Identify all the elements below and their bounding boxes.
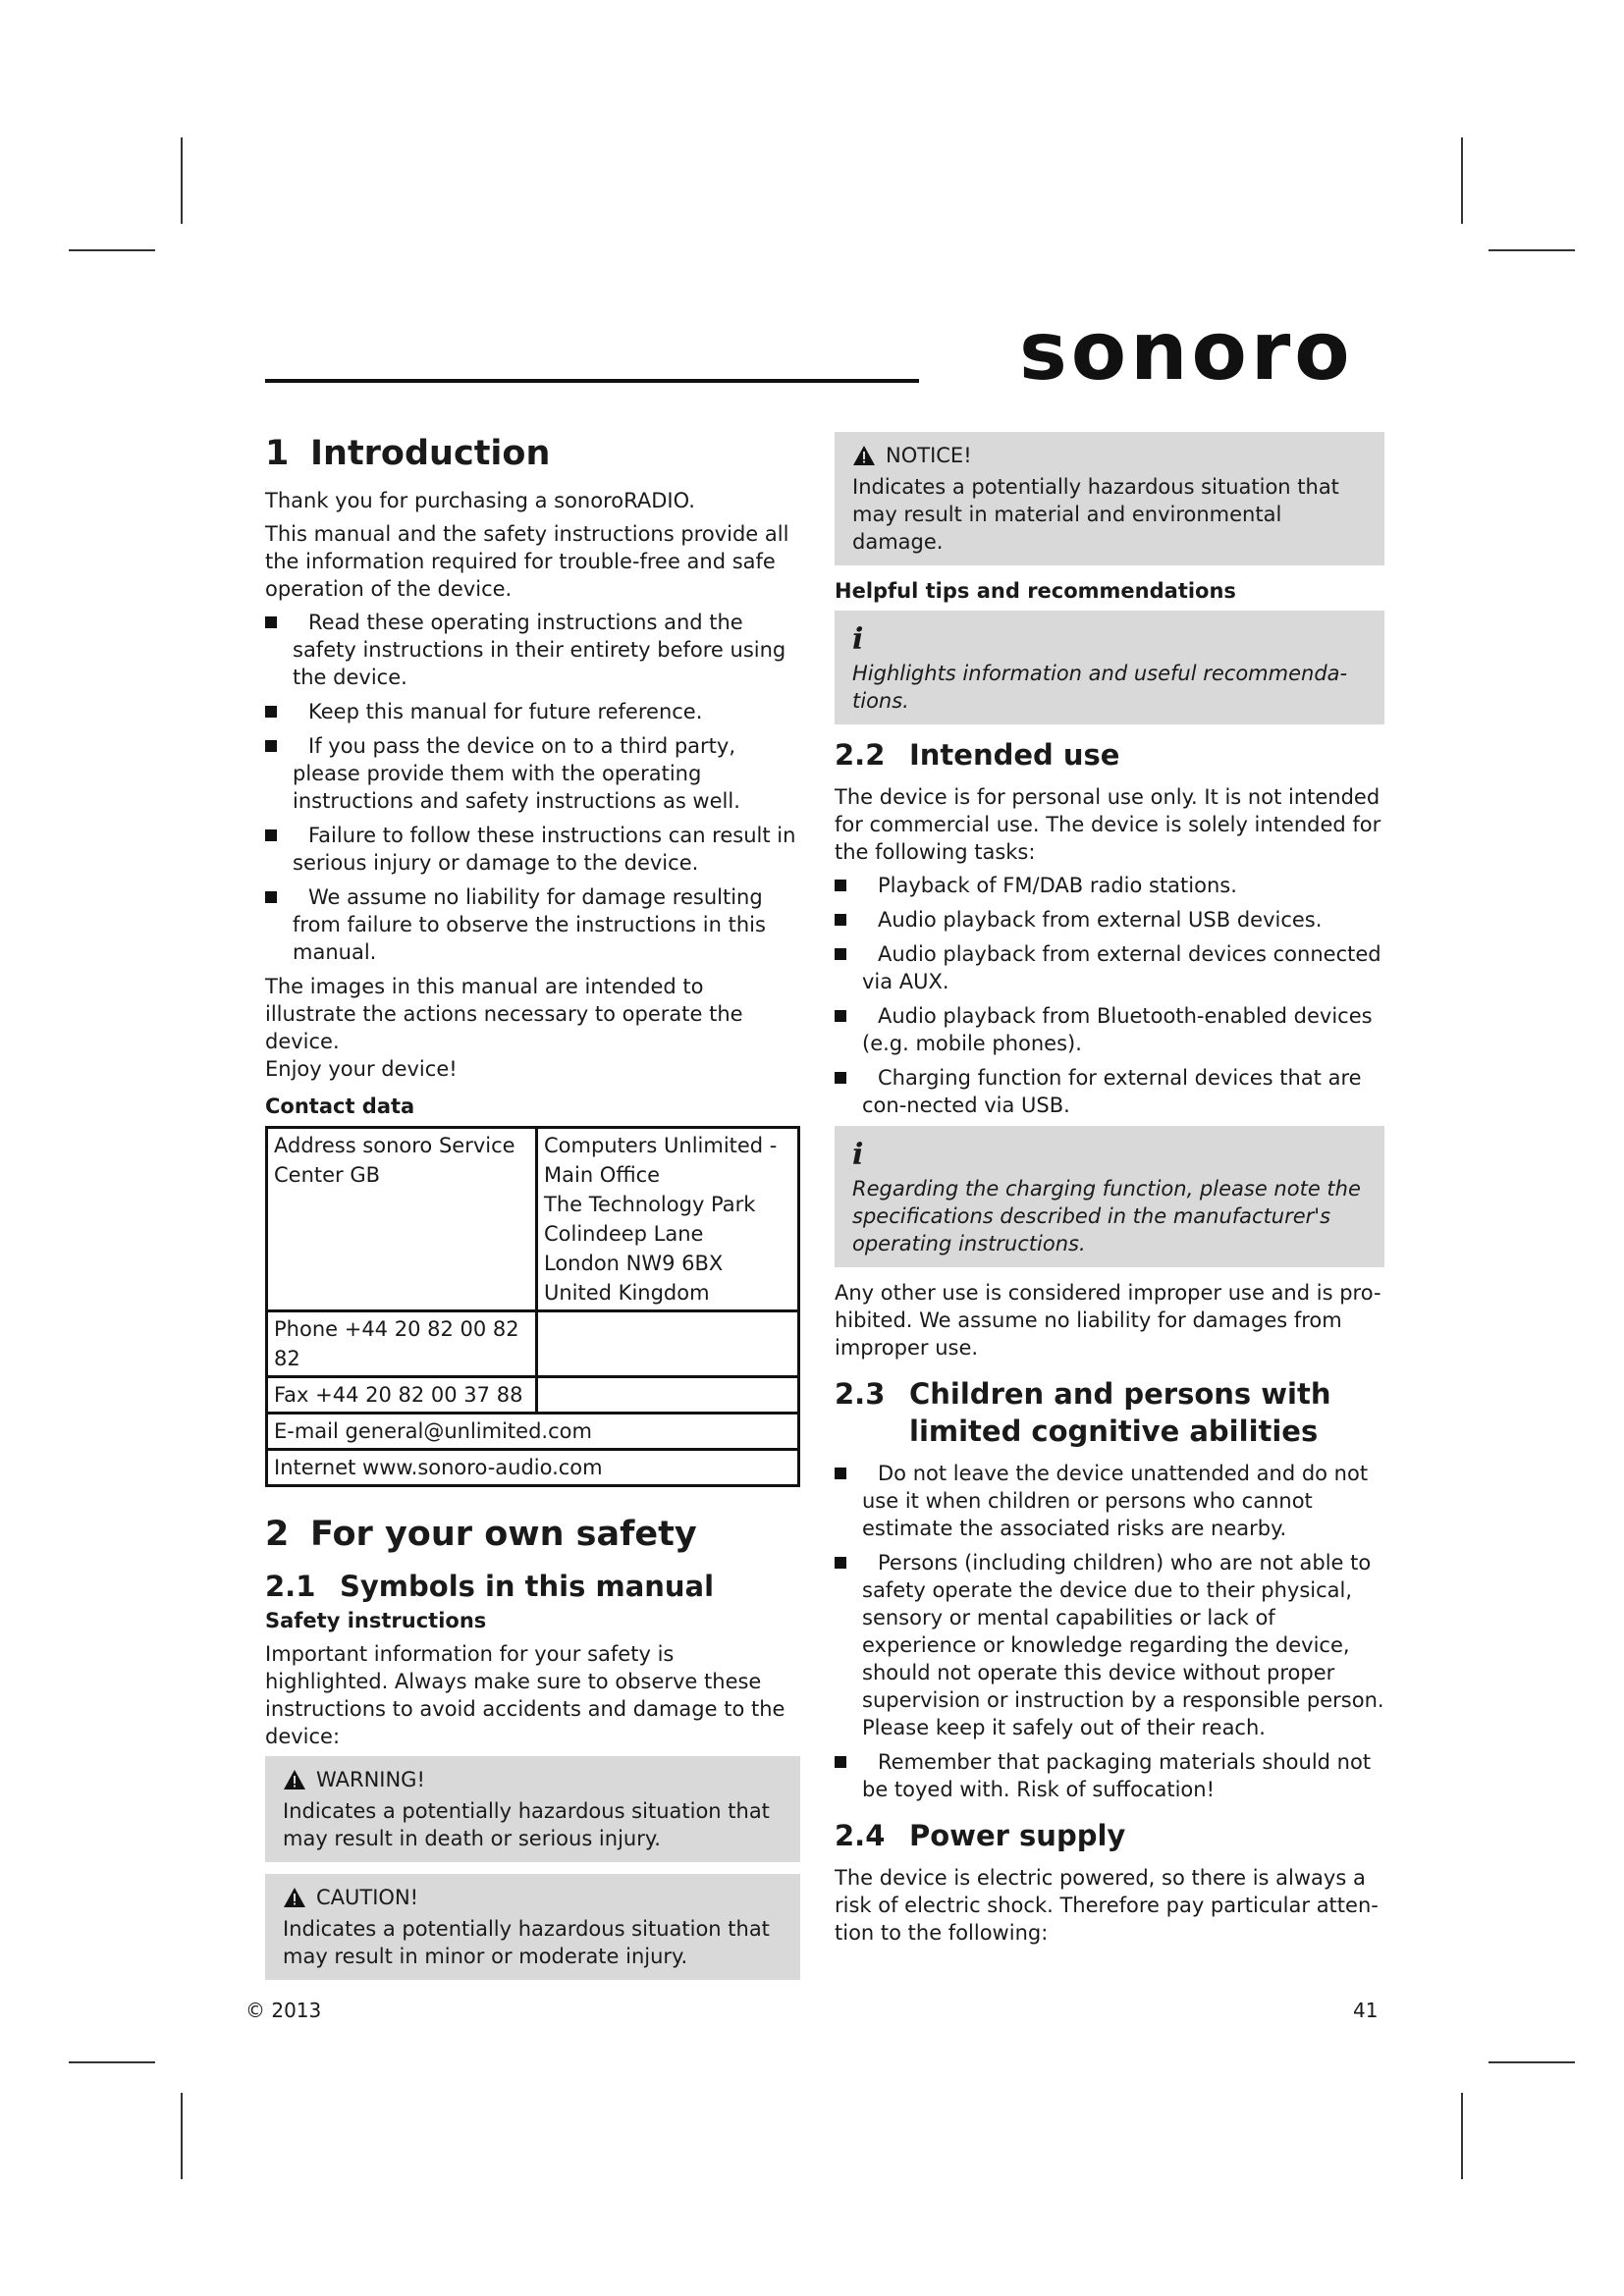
paragraph: The device is electric powered, so there is always a risk of electric shock. Therefore pay particular atten-tion to the following:: [835, 1866, 1379, 1945]
safety-instructions-heading: Safety instructions: [265, 1609, 487, 1632]
section-title: Children and persons with limited cognitive abilities: [909, 1377, 1331, 1448]
list-item-text: If you pass the device on to a third party, please provide them with the operating instructions and safety instructions as well.: [293, 734, 740, 813]
table-row: [267, 1450, 799, 1486]
tips-heading: Helpful tips and recommendations: [835, 579, 1236, 603]
crop-mark: [1489, 249, 1575, 251]
list-item-text: Failure to follow these instructions can result in serious injury or damage to the device.: [293, 824, 796, 875]
list-item-text: Audio playback from external devices connected via AUX.: [862, 942, 1381, 993]
table-row: [267, 1377, 799, 1414]
paragraph: Enjoy your device!: [265, 1057, 458, 1081]
list-item-text: We assume no liability for damage resulting from failure to observe the instructions in this manual.: [293, 885, 766, 964]
tips-box: [835, 611, 1384, 724]
internet-cell: Internet www.sonoro-audio.com: [267, 1450, 799, 1486]
bullet-square-icon: [265, 829, 277, 841]
list-item-text: Read these operating instructions and the safety instructions in their entirety before using the device.: [293, 611, 786, 689]
notice-box: [835, 432, 1384, 565]
header-rule: [265, 379, 919, 383]
list-item-text: Audio playback from external USB devices.: [878, 908, 1323, 932]
list-item: [265, 883, 800, 966]
copyright: © 2013: [245, 1999, 322, 2022]
address-cell: [267, 1128, 537, 1311]
paragraph: The images in this manual are intended to illustrate the actions necessary to operate the device.: [265, 975, 743, 1053]
bullet-square-icon: [835, 914, 846, 926]
address-line: United Kingdom: [544, 1281, 710, 1305]
section-number: 2.3: [835, 1377, 886, 1411]
list-item: [835, 1002, 1384, 1057]
notice-title-text: NOTICE!: [886, 444, 972, 467]
address-line: Colindeep Lane: [544, 1222, 704, 1246]
contact-table: [265, 1126, 800, 1487]
list-item-text: Keep this manual for future reference.: [308, 700, 703, 723]
list-item: [265, 698, 800, 725]
section-title: Intended use: [909, 738, 1120, 772]
notice-title: [852, 442, 1367, 469]
list-item-text: Charging function for external devices that are con-nected via USB.: [862, 1066, 1362, 1117]
tips-text: Highlights information and useful recommenda-tions.: [852, 662, 1348, 713]
section-number: 2: [265, 1515, 290, 1554]
table-row: [267, 1414, 799, 1450]
section-title: For your own safety: [310, 1515, 697, 1554]
crop-mark: [181, 2093, 183, 2179]
notice-text: Indicates a potentially hazardous situation that may result in material and environmental damage.: [852, 475, 1339, 554]
section-title: Introduction: [310, 434, 551, 473]
section-2-2-heading: [835, 736, 1384, 774]
bullet-square-icon: [835, 1557, 846, 1569]
paragraph: The device is for personal use only. It is not intended for commercial use. The device is solely intended for the following tasks:: [835, 785, 1381, 864]
warning-triangle-icon: [283, 1887, 306, 1908]
section-1-heading: [265, 432, 800, 475]
warning-title-text: WARNING!: [316, 1768, 425, 1791]
list-item-text: Audio playback from Bluetooth-enabled devices (e.g. mobile phones).: [862, 1004, 1373, 1055]
section-2-heading: [265, 1513, 800, 1556]
left-column: [265, 432, 800, 1992]
brand-logo: [1019, 305, 1354, 399]
charging-info-box: [835, 1126, 1384, 1267]
bullet-square-icon: [835, 1072, 846, 1084]
list-item: [835, 1460, 1384, 1542]
section-2-1-heading: [265, 1568, 800, 1605]
list-item: [835, 1064, 1384, 1119]
warning-title: [283, 1766, 783, 1793]
list-item-text: Playback of FM/DAB radio stations.: [878, 874, 1237, 897]
list-item-text: Remember that packaging materials should not be toyed with. Risk of suffocation!: [862, 1750, 1372, 1801]
list-item: [835, 906, 1384, 934]
bullet-square-icon: [835, 1468, 846, 1479]
section-number: 1: [265, 434, 290, 473]
children-list: [835, 1460, 1384, 1803]
bullet-square-icon: [835, 880, 846, 891]
paragraph: Thank you for purchasing a sonoroRADIO.: [265, 489, 695, 512]
crop-mark: [181, 137, 183, 224]
address-line: London NW9 6BX: [544, 1252, 724, 1275]
list-item: [265, 822, 800, 877]
paragraph: This manual and the safety instructions provide all the information required for trouble-free and safe operation of the device.: [265, 522, 789, 601]
section-2-4-heading: [835, 1817, 1384, 1854]
bullet-square-icon: [835, 1756, 846, 1768]
section-2-3-heading: [835, 1375, 1384, 1450]
address-line: Computers Unlimited - Main Office: [544, 1134, 778, 1187]
caution-text: Indicates a potentially hazardous situation that may result in minor or moderate injury.: [283, 1917, 770, 1968]
address-label: Address sonoro Service Center GB: [274, 1134, 515, 1187]
right-column: [835, 432, 1384, 1952]
info-icon: i: [852, 622, 864, 657]
bullet-square-icon: [835, 1010, 846, 1022]
section-title: Power supply: [909, 1819, 1126, 1852]
table-row: [267, 1128, 799, 1311]
brand-logo-text: sonoro: [1019, 305, 1354, 399]
info-icon: i: [852, 1138, 864, 1172]
empty-cell: [537, 1311, 799, 1377]
charging-info-text: Regarding the charging function, please note the specifications described in the manufacturer's operating instructions.: [852, 1177, 1361, 1255]
warning-text: Indicates a potentially hazardous situation that may result in death or serious injury.: [283, 1799, 770, 1850]
bullet-square-icon: [835, 948, 846, 960]
section-number: 2.4: [835, 1819, 886, 1852]
contact-heading: Contact data: [265, 1095, 415, 1118]
warning-box: [265, 1756, 800, 1862]
intro-bullet-list: [265, 609, 800, 966]
crop-mark: [1461, 137, 1463, 224]
phone-cell: Phone +44 20 82 00 82 82: [267, 1311, 537, 1377]
crop-mark: [1489, 2061, 1575, 2063]
fax-cell: Fax +44 20 82 00 37 88: [267, 1377, 537, 1414]
caution-title-text: CAUTION!: [316, 1886, 419, 1909]
table-row: [267, 1311, 799, 1377]
list-item: [265, 732, 800, 815]
crop-mark: [69, 249, 155, 251]
list-item: [835, 872, 1384, 899]
bullet-square-icon: [265, 891, 277, 903]
caution-title: [283, 1884, 783, 1911]
list-item-text: Do not leave the device unattended and do not use it when children or persons who cannot estimate the associated risks are nearby.: [862, 1462, 1369, 1540]
address-line: The Technology Park: [544, 1193, 756, 1216]
warning-triangle-icon: [852, 445, 876, 466]
section-number: 2.2: [835, 738, 886, 772]
list-item: [835, 1748, 1384, 1803]
list-item: [265, 609, 800, 691]
crop-mark: [1461, 2093, 1463, 2179]
section-title: Symbols in this manual: [340, 1570, 715, 1603]
list-item-text: Persons (including children) who are not able to safety operate the device due to their physical, sensory or mental capabilities or lack of experience or knowledge regarding the device, should not operate this device without proper supervision or instruction by a responsible person. Please keep it safely out of their reach.: [862, 1551, 1384, 1739]
page-number: 41: [1353, 1999, 1379, 2022]
list-item: [835, 940, 1384, 995]
paragraph: Any other use is considered improper use and is pro-hibited. We assume no liability for damages from improper use.: [835, 1281, 1381, 1360]
list-item: [835, 1549, 1384, 1741]
crop-mark: [69, 2061, 155, 2063]
empty-cell: [537, 1377, 799, 1414]
intended-use-list: [835, 872, 1384, 1119]
address-lines-cell: [537, 1128, 799, 1311]
email-cell: E-mail general@unlimited.com: [267, 1414, 799, 1450]
paragraph: Important information for your safety is highlighted. Always make sure to observe these instructions to avoid accidents and damage to the device:: [265, 1642, 785, 1748]
section-number: 2.1: [265, 1570, 316, 1603]
warning-triangle-icon: [283, 1769, 306, 1790]
caution-box: [265, 1874, 800, 1980]
bullet-square-icon: [265, 616, 277, 628]
bullet-square-icon: [265, 706, 277, 718]
bullet-square-icon: [265, 740, 277, 752]
